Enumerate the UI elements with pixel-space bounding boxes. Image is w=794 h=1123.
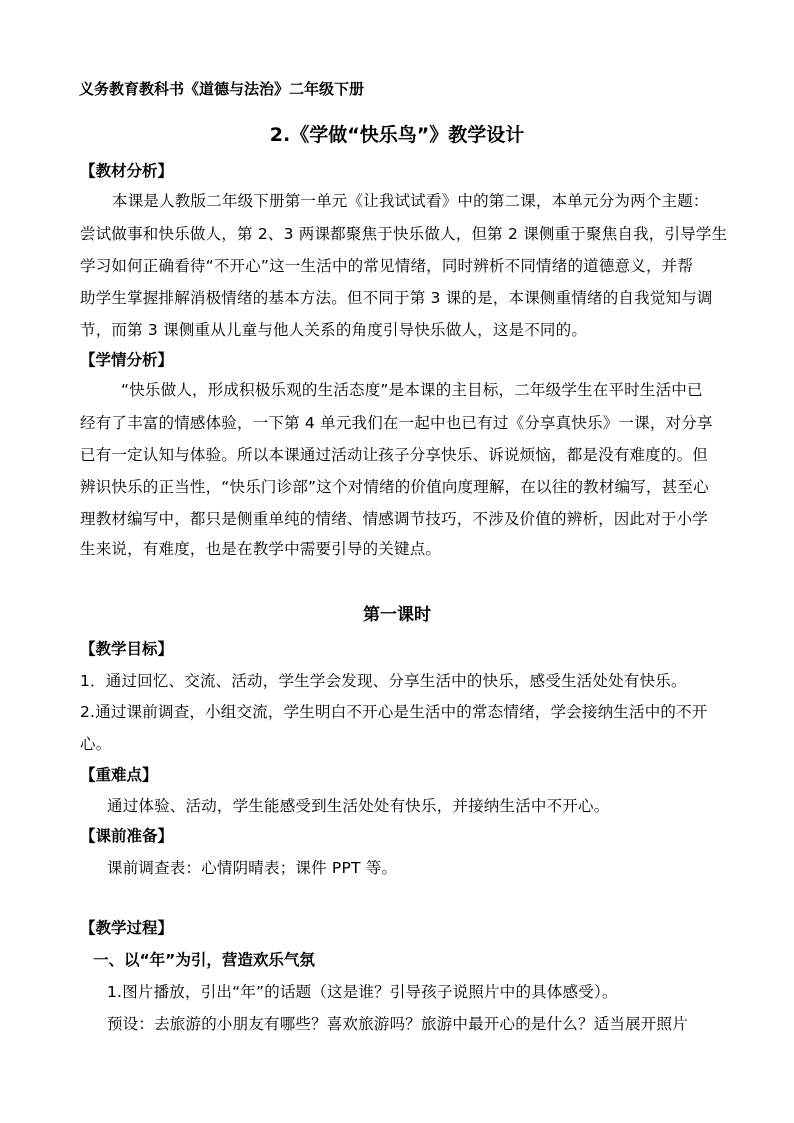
paragraph-line: 学习如何正确看待“不开心”这一生活中的常见情绪，同时辨析不同情绪的道德意义，并帮: [80, 257, 694, 275]
paragraph-line: 经有了丰富的情感体验，一下第 4 单元我们在一起中也已有过《分享真快乐》一课，对分享: [80, 414, 713, 432]
objective-item: 心。: [80, 735, 112, 753]
lesson-title: 第一课时: [363, 605, 431, 625]
paragraph-line: 节，而第 3 课侧重从儿童与他人关系的角度引导快乐做人，这是不同的。: [80, 321, 588, 339]
section-heading-key-points: 【重难点】: [80, 766, 158, 784]
paragraph-line: 已有一定认知与体验。所以本课通过活动让孩子分享快乐、诉说烦恼，都是没有难度的。但: [80, 446, 709, 464]
section-heading-process: 【教学过程】: [80, 919, 174, 937]
paragraph-line: 课前调查表：心情阴晴表；课件 PPT 等。: [107, 859, 398, 877]
section-heading-preparation: 【课前准备】: [80, 827, 174, 845]
objective-item: 1．通过回忆、交流、活动，学生学会发现、分享生活中的快乐，感受生活处处有快乐。: [80, 672, 687, 690]
section-heading-learner-analysis: 【学情分析】: [80, 351, 174, 369]
paragraph-line: 预设：去旅游的小朋友有哪些？喜欢旅游吗？旅游中最开心的是什么？适当展开照片: [107, 1015, 688, 1033]
paragraph-line: 通过体验、活动，学生能感受到生活处处有快乐，并接纳生活中不开心。: [107, 797, 610, 815]
document-title: 2.《学做“快乐鸟”》教学设计: [269, 124, 525, 146]
paragraph-line: 尝试做事和快乐做人，第 2、3 两课都聚焦于快乐做人，但第 2 课侧重于聚焦自我，引导学生: [80, 225, 728, 243]
paragraph-line: 本课是人教版二年级下册第一单元《让我试试看》中的第二课，本单元分为两个主题：: [112, 192, 709, 210]
section-heading-textbook-analysis: 【教材分析】: [80, 162, 174, 180]
paragraph-line: 助学生掌握排解消极情绪的基本方法。但不同于第 3 课的是，本课侧重情绪的自我觉知与调: [80, 289, 713, 307]
paragraph-line: 1.图片播放，引出“年”的话题（这是谁？引导孩子说照片中的具体感受）。: [107, 983, 618, 1001]
paragraph-line: 理教材编写中，都只是侧重单纯的情绪、情感调节技巧，不涉及价值的辨析，因此对于小学: [80, 510, 709, 528]
book-header: 义务教育教科书《道德与法治》二年级下册: [79, 80, 365, 98]
paragraph-line: 生来说，有难度，也是在教学中需要引导的关键点。: [80, 540, 442, 558]
paragraph-line: “快乐做人，形成积极乐观的生活态度”是本课的主目标，二年级学生在平时生活中已: [121, 381, 703, 399]
paragraph-line: 辨识快乐的正当性，“快乐门诊部”这个对情绪的价值向度理解，在以往的教材编写，甚至心: [80, 478, 709, 496]
objective-item: 2.通过课前调查，小组交流，学生明白不开心是生活中的常态情绪，学会接纳生活中的不开: [80, 703, 708, 721]
section-heading-objectives: 【教学目标】: [80, 640, 174, 658]
process-step-heading: 一、以“年”为引，营造欢乐气氛: [93, 951, 315, 969]
